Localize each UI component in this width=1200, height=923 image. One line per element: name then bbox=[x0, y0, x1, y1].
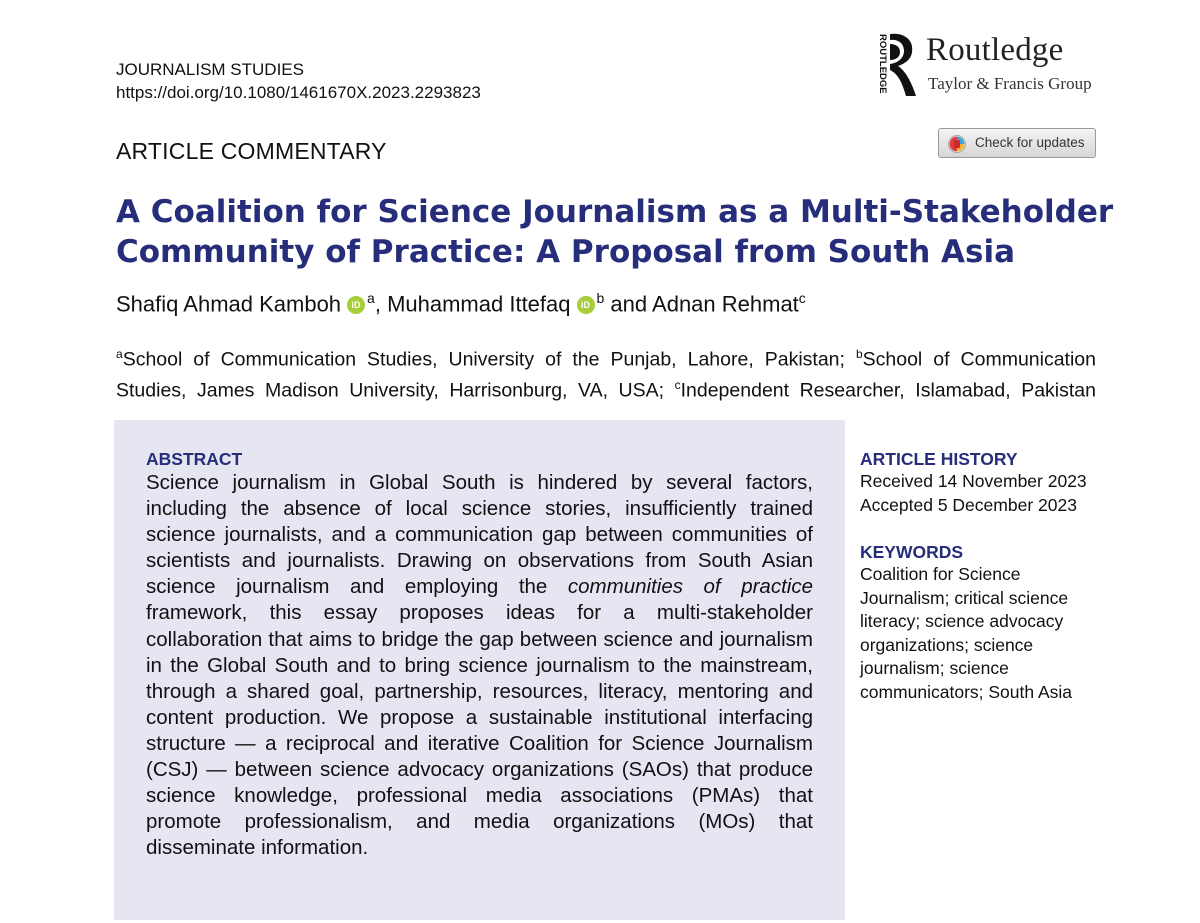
author-affiliation-marker: b bbox=[596, 290, 605, 306]
abstract-text: framework, this essay proposes ideas for a multi-stakeholder collaboration that aims to bridge the gap between science and journalism in the Global South and to bring science journalism to the mainstream, through a shared goal, partnership, resources, literacy, mentoring and content production. We propose a sustainable institutional interfacing structure — a reciprocal and iterative Coalition for Science Journalism (CSJ) — between science advocacy organizations (SAOs) that produce science knowledge, professional media associations (PMAs) that promote professionalism, and media organizations (MOs) that disseminate information. bbox=[146, 601, 813, 860]
journal-header bbox=[116, 58, 481, 104]
affiliation-text: School of Communication Studies, University of the Punjab, Lahore, Pakistan; bbox=[122, 348, 856, 371]
affiliation-text: Independent Researcher, Islamabad, Pakistan bbox=[680, 379, 1096, 401]
keywords-section bbox=[860, 542, 1100, 704]
routledge-logo-icon bbox=[866, 30, 918, 100]
abstract-text: Science journalism in Global South is hindered by several factors, including the absence of local science stories, insufficiently trained science journalists, and a communication gap between communities of scientists and journalists. Drawing on observations from South Asian science journalism and employing the bbox=[146, 471, 813, 599]
title-line-1: A Coalition for Science Journalism as a Multi-Stakeholder bbox=[116, 194, 1114, 230]
publisher-name: Routledge bbox=[926, 32, 1064, 68]
affiliation-marker: a bbox=[116, 347, 123, 361]
abstract-italic-term: communities of practice bbox=[567, 575, 813, 599]
accepted-date: Accepted 5 December 2023 bbox=[860, 494, 1077, 515]
crossmark-icon bbox=[948, 135, 966, 153]
author-affiliation-marker: a bbox=[367, 290, 375, 306]
author-name[interactable]: Shafiq Ahmad Kamboh bbox=[116, 291, 342, 317]
affiliation-marker: c bbox=[674, 377, 681, 392]
publisher-group: Taylor & Francis Group bbox=[928, 74, 1092, 93]
orcid-icon[interactable]: iD bbox=[347, 296, 365, 314]
publisher-logo bbox=[866, 30, 1106, 100]
abstract-heading: ABSTRACT bbox=[146, 449, 243, 469]
orcid-icon[interactable]: iD bbox=[577, 296, 595, 314]
affiliation-marker: b bbox=[855, 347, 863, 361]
journal-name: JOURNALISM STUDIES bbox=[116, 60, 304, 79]
check-for-updates-button[interactable] bbox=[938, 128, 1096, 158]
logo-vertical-text: ROUTLEDGE bbox=[877, 34, 888, 94]
article-history bbox=[860, 449, 1100, 517]
author-name[interactable]: Adnan Rehmat bbox=[652, 291, 799, 317]
author-affiliation-marker: c bbox=[798, 290, 806, 306]
keywords-heading: KEYWORDS bbox=[860, 542, 964, 562]
abstract-body bbox=[146, 470, 813, 861]
doi-link[interactable]: https://doi.org/10.1080/1461670X.2023.2293823 bbox=[116, 83, 481, 102]
received-date: Received 14 November 2023 bbox=[860, 471, 1087, 491]
article-type: ARTICLE COMMENTARY bbox=[116, 138, 387, 164]
author-name[interactable]: Muhammad Ittefaq bbox=[387, 291, 571, 317]
author-list bbox=[116, 290, 806, 317]
author-separator: , bbox=[374, 291, 388, 317]
author-separator: and bbox=[604, 291, 653, 317]
affiliation-text: School of Communication Studies, James Madison University, Harrisonburg, VA, USA; bbox=[116, 348, 1096, 401]
affiliations bbox=[116, 342, 1096, 403]
article-title bbox=[116, 192, 1116, 272]
article-history-heading: ARTICLE HISTORY bbox=[860, 449, 1018, 469]
check-for-updates-label: Check for updates bbox=[975, 135, 1085, 150]
keywords-list: Coalition for Science Journalism; critical science literacy; science advocacy organizations; science journalism; science communicators; South Asia bbox=[860, 564, 1073, 702]
title-line-2: Community of Practice: A Proposal from South Asia bbox=[116, 234, 1016, 270]
